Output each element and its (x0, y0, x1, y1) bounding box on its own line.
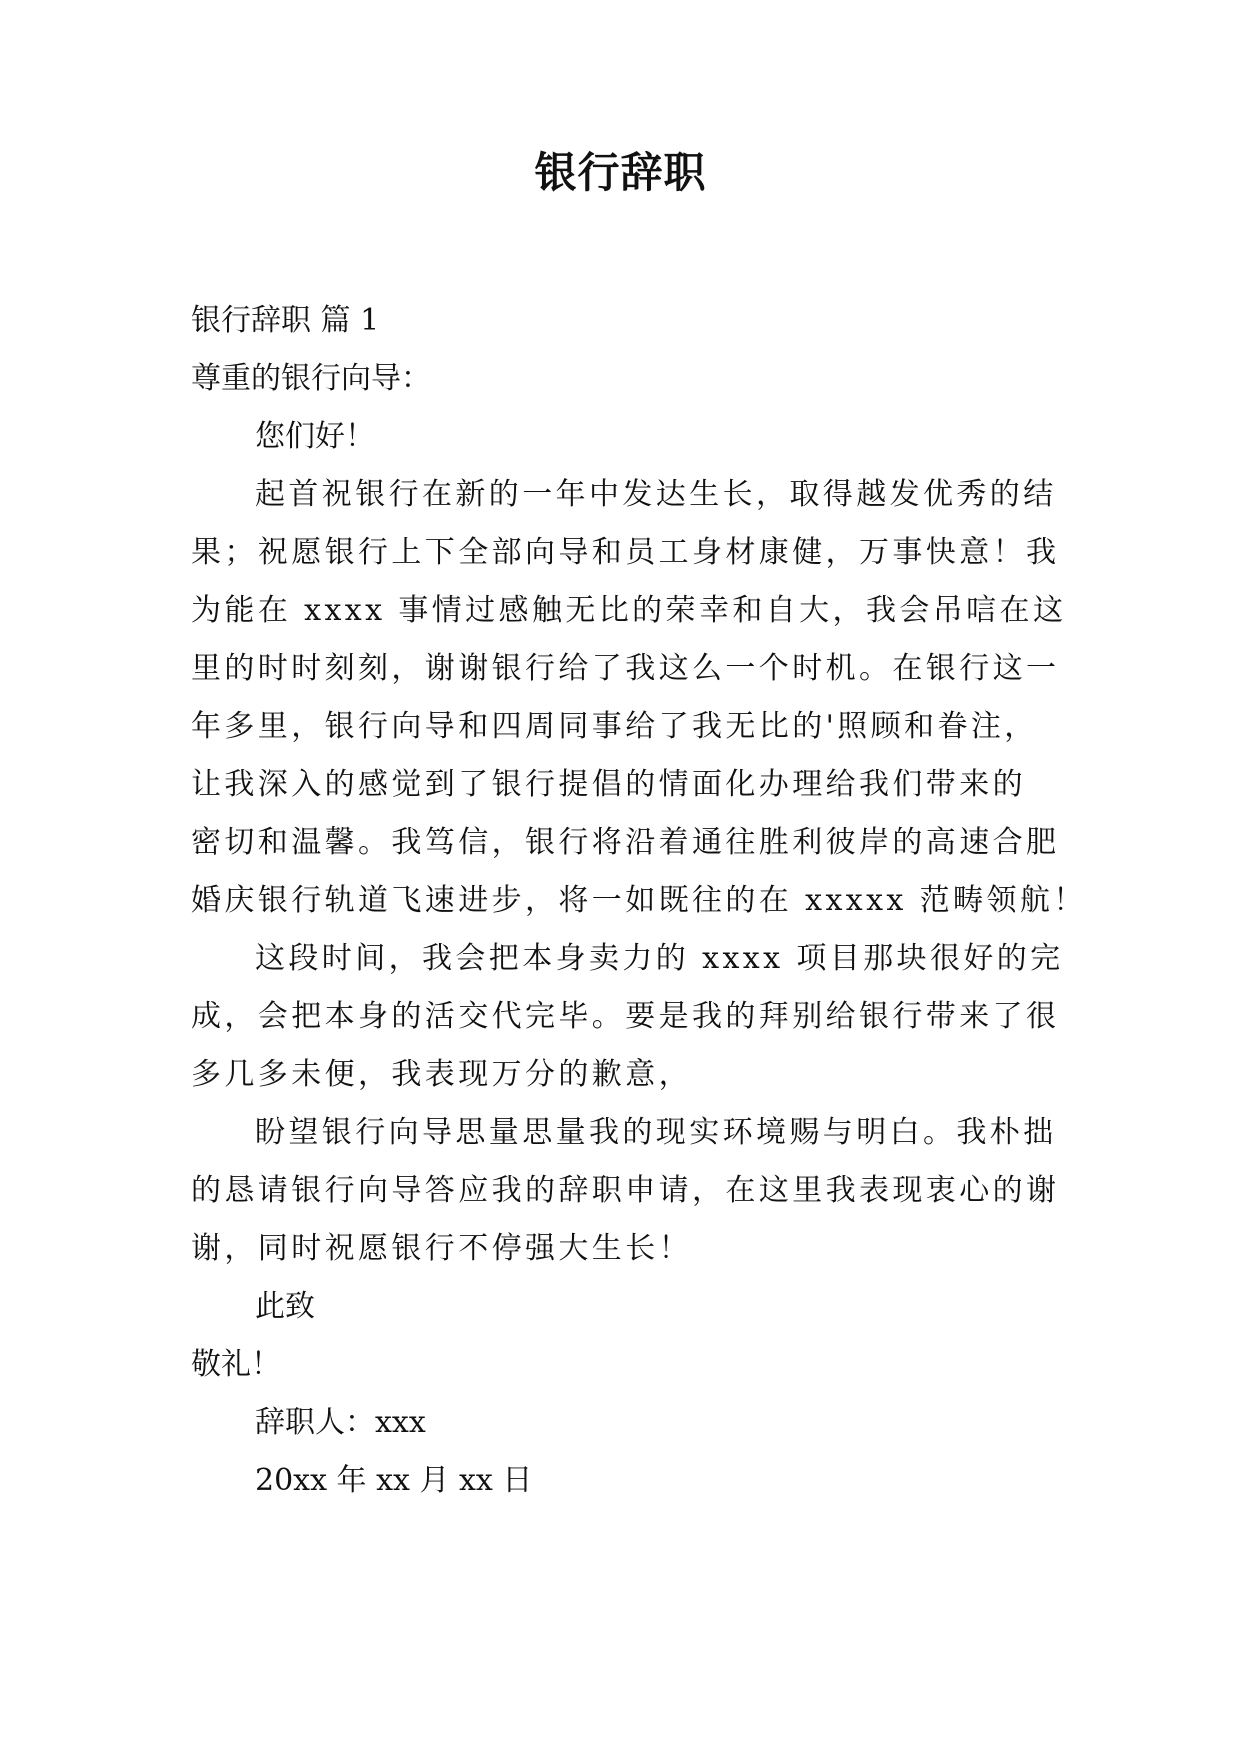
paragraph-1 (191, 466, 1087, 930)
salutation: 尊重的银行向导： (191, 361, 431, 396)
paragraph-line: 成，会把本身的活交代完毕。要是我的拜别给银行带来了很 (191, 999, 1060, 1034)
paragraph-line: 密切和温馨。我笃信，银行将沿着通往胜利彼岸的高速合肥 (191, 825, 1060, 860)
date: 20xx 年 xx 月 xx 日 (255, 1463, 533, 1498)
paragraph-line: 让我深入的感觉到了银行提倡的情面化办理给我们带来的 (191, 767, 1026, 802)
document-body (191, 292, 1087, 1510)
paragraph-2 (191, 930, 1063, 1104)
paragraph-line: 这段时间，我会把本身卖力的 xxxx 项目那块很好的完 (255, 941, 1064, 976)
paragraph-line: 谢，同时祝愿银行不停强大生长！ (191, 1231, 692, 1266)
paragraph-line: 里的时时刻刻，谢谢银行给了我这么一个时机。在银行这一 (191, 651, 1060, 686)
closing-salute: 敬礼！ (191, 1347, 281, 1382)
paragraph-3 (191, 1104, 1063, 1278)
paragraph-line: 婚庆银行轨道飞速进步，将一如既往的在 xxxxx 范畴领航！ (191, 883, 1087, 918)
signature: 辞职人：xxx (255, 1405, 426, 1440)
paragraph-line: 起首祝银行在新的一年中发达生长，取得越发优秀的结 (255, 477, 1057, 512)
paragraph-line: 多几多未便，我表现万分的歉意， (191, 1057, 692, 1092)
paragraph-line: 为能在 xxxx 事情过感触无比的荣幸和自大，我会吊唁在这 (191, 593, 1067, 628)
paragraph-line: 果；祝愿银行上下全部向导和员工身材康健，万事快意！我 (191, 535, 1060, 570)
document-title: 银行辞职 (534, 148, 707, 197)
paragraph-line: 年多里，银行向导和四周同事给了我无比的'照顾和眷注， (191, 709, 1038, 744)
section-heading: 银行辞职 篇 1 (191, 303, 380, 338)
greeting: 您们好！ (255, 419, 375, 454)
paragraph-line: 盼望银行向导思量思量我的现实环境赐与明白。我朴拙 (255, 1115, 1057, 1150)
closing-phrase: 此致 (255, 1289, 315, 1324)
paragraph-line: 的恳请银行向导答应我的辞职申请，在这里我表现衷心的谢 (191, 1173, 1060, 1208)
